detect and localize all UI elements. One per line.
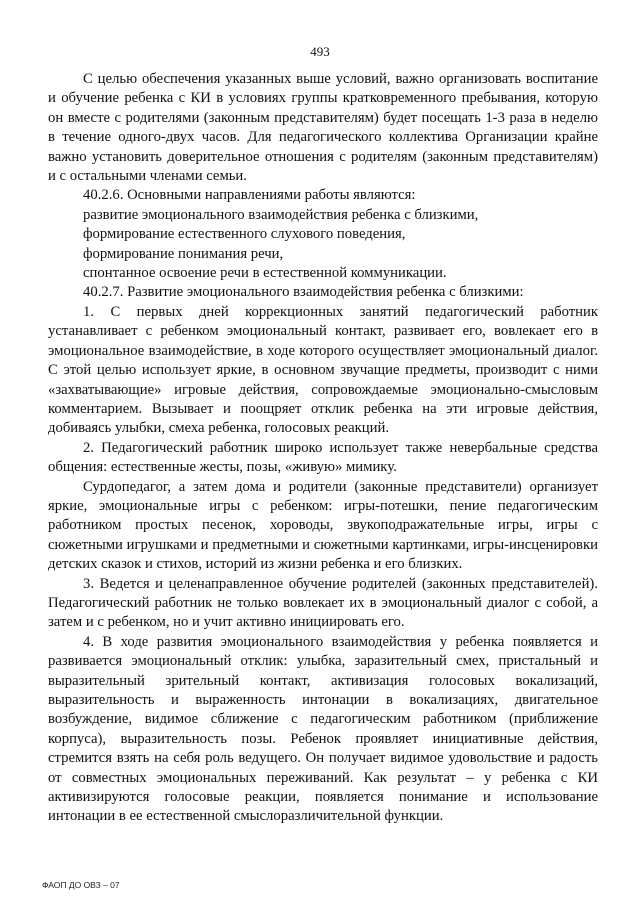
list-item: спонтанное освоение речи в естественной коммуникации. (83, 265, 447, 282)
list-item: формирование понимания речи, (83, 245, 284, 262)
paragraph-point-2: 2. Педагогический работник широко использует также невербальные средства общения: естественные жесты, позы, «живую» мимику. (48, 439, 598, 476)
paragraph-intro: С целью обеспечения указанных выше условий, важно организовать воспитание и обучение ребенка с КИ в условиях группы кратковременного пребывания, которую он вместе с родителями (законным представителям) будет посещать 1-3 раза в неделю в течение одного-двух часов. Для педагогического коллектива Организации крайне важно установить доверительное отношения с родителям (законным представителям) и с остальными членами семьи. (48, 71, 598, 185)
paragraph-point-4: 4. В ходе развития эмоционального взаимодействия у ребенка появляется и развивается эмоциональный отклик: улыбка, заразительный смех, пристальный и выразительный зрительный контакт, активизация голосовых вокализаций, выразительность и выраженность интонации в вокализациях, двигательное возбуждение, видимое сближение с педагогическим работником (приближение корпуса), выразительность позы. Ребенок проявляет инициативные действия, стремится взять на себя роль ведущего. Он получает видимое удовольствие и радость от совместных эмоциональных переживаний. Как результат – у ребенка с КИ активизируются голосовые реакции, появляется понимание и использование интонации в ее естественной смыслоразличительной функции. (48, 633, 598, 825)
paragraph-surdopedagog: Сурдопедагог, а затем дома и родители (законные представители) организует яркие, эмоциональные игры с ребенком: игры-потешки, пение педагогическим работником простых песенок, хороводы, звукоподражательные игры, игры с сюжетными игрушками и предметными и сюжетными картинками, игры-инсценировки детских сказок и стихов, историй из жизни ребенка и его близких. (48, 478, 598, 573)
footer-code: ФАОП ДО ОВЗ – 07 (42, 880, 120, 890)
list-item: развитие эмоционального взаимодействия ребенка с близкими, (83, 206, 479, 223)
body-text (48, 70, 598, 827)
paragraph-point-1: 1. С первых дней коррекционных занятий педагогический работник устанавливает с ребенком эмоциональный контакт, развивает его, вовлекает его в эмоциональное взаимодействие, в ходе которого осуществляет эмоциональный диалог. С этой целью использует яркие, в основном звучащие предметы, производит с ними «захватывающие» игровые действия, сопровождаемые эмоционально-смысловым комментарием. Вызывает и поощряет отклик ребенка на эти игровые действия, добиваясь улыбки, смеха ребенка, голосовых реакций. (48, 303, 598, 437)
paragraph-point-3: 3. Ведется и целенаправленное обучение родителей (законных представителей). Педагогический работник не только вовлекает их в эмоциональный диалог с собой, а затем и с ребенком, но и учит активно инициировать его. (48, 575, 598, 631)
list-item: формирование естественного слухового поведения, (83, 226, 406, 243)
section-heading-40-2-6: 40.2.6. Основными направлениями работы являются: (83, 187, 416, 204)
section-heading-40-2-7: 40.2.7. Развитие эмоционального взаимодействия ребенка с близкими: (83, 284, 524, 301)
page-number: 493 (310, 44, 330, 59)
